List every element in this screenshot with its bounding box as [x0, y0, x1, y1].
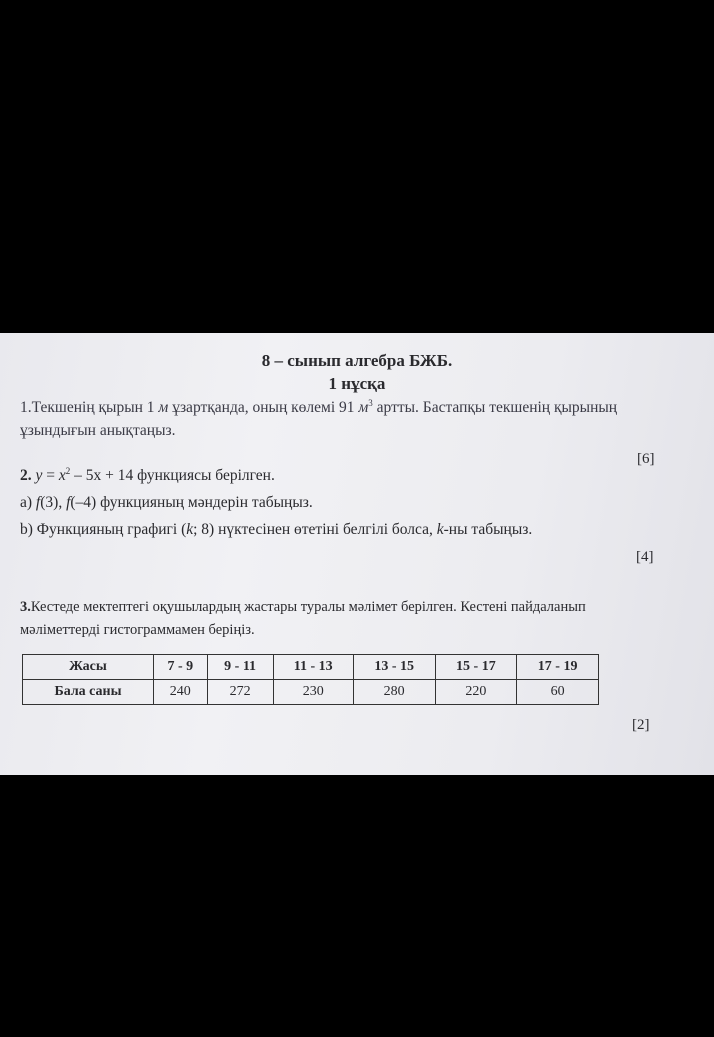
- q2b-start: b) Функцияның графигі (: [20, 521, 187, 538]
- q2-number: 2.: [20, 467, 32, 484]
- table-header-age: Жасы: [23, 655, 154, 680]
- question-1-score: [6]: [637, 451, 655, 467]
- q2a-label: a): [20, 494, 36, 511]
- worksheet-page: [0, 333, 714, 775]
- q1-text-mid: ұзартқанда, оның көлемі 91: [168, 399, 359, 416]
- q2-stem-text: функциясы берілген.: [133, 467, 275, 484]
- table-cell-count: 230: [273, 680, 353, 705]
- q2-formula-y: y: [35, 467, 43, 484]
- q2a-text: функцияның мәндерін табыңыз.: [96, 494, 313, 511]
- q2b-mid: ; 8) нүктесінен өтетіні белгілі болса,: [193, 521, 437, 538]
- q2a-f1: f: [35, 494, 41, 511]
- age-data-table: [22, 654, 599, 705]
- table-cell-count: 60: [517, 680, 599, 705]
- question-1-line-1: [20, 399, 617, 417]
- table-cell-count: 272: [207, 680, 273, 705]
- table-cell-age: 13 - 15: [353, 655, 435, 680]
- question-2-part-b: [20, 521, 532, 539]
- q2-formula-exponent: 2: [65, 465, 71, 476]
- variant-label: 1 нұсқа: [328, 374, 386, 393]
- table-cell-count: 240: [154, 680, 208, 705]
- table-cell-count: 280: [353, 680, 435, 705]
- table-cell-count: 220: [435, 680, 517, 705]
- worksheet-title: 8 – сынып алгебра БЖБ.: [261, 351, 453, 370]
- table-row-counts: [23, 680, 599, 705]
- table-cell-age: 17 - 19: [517, 655, 599, 680]
- question-2-score: [4]: [636, 549, 654, 565]
- q2a-v2: (–4): [70, 494, 97, 511]
- question-2-stem: [20, 467, 275, 485]
- q1-text-start: 1.Текшенің қырын 1: [20, 399, 159, 416]
- q3-text: Кестеде мектептегі оқушылардың жастары туралы мәлімет берілген. Кестені пайдаланып: [30, 599, 586, 615]
- q2-formula-eq: =: [42, 467, 59, 484]
- q1-exponent: 3: [368, 397, 373, 408]
- q2-formula-rest: – 5x + 14: [70, 467, 134, 484]
- q2-formula-x: x: [58, 467, 66, 484]
- q2b-k2: k: [436, 521, 444, 538]
- question-2-part-a: [20, 494, 313, 512]
- q3-number: 3.: [20, 599, 31, 615]
- question-3-score: [2]: [632, 717, 650, 733]
- q1-unit-m: м: [158, 399, 169, 416]
- table-cell-age: 7 - 9: [154, 655, 208, 680]
- table-row-ages: [23, 655, 599, 680]
- q2a-sep: ,: [58, 494, 67, 511]
- table-cell-age: 15 - 17: [435, 655, 517, 680]
- q1-text-end: артты. Бастапқы текшенің қырының: [372, 399, 618, 416]
- q2b-k: k: [186, 521, 194, 538]
- table-cell-age: 9 - 11: [207, 655, 273, 680]
- table-header-count: Бала саны: [23, 680, 154, 705]
- q2a-f2: f: [66, 494, 71, 511]
- q1-unit-m3: м: [358, 399, 369, 416]
- table-cell-age: 11 - 13: [273, 655, 353, 680]
- question-3-line-1: [20, 599, 586, 616]
- question-3-line-2: мәліметтерді гистограммамен беріңіз.: [20, 622, 255, 638]
- q2b-end: -ны табыңыз.: [443, 521, 533, 538]
- question-1-line-2: ұзындығын анықтаңыз.: [20, 422, 176, 439]
- q2a-v1: (3): [40, 494, 59, 511]
